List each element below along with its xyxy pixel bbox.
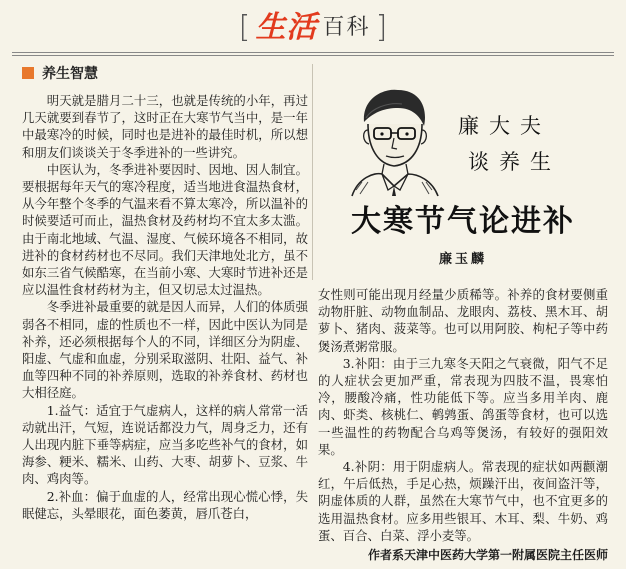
paragraph-blood-continued: 女性则可能出现月经量少质稀等。补养的食材要侧重动物肝脏、动物血制品、龙眼肉、荔枝、黑木耳、胡萝卜、猪肉、菠菜等。也可以用阿胶、枸杞子等中药煲汤煮粥常服。 bbox=[318, 287, 608, 354]
paragraph-qi: 1.益气：适宜于气虚病人，这样的病人常常一活动就出汗，气短，连说话都没力气，周身乏力，还有人出现内脏下垂等病症，应当多吃些补气的食材，如海参、粳米、糯米、山药、大枣、胡萝卜、豆浆、牛肉、鸡肉等。 bbox=[22, 402, 308, 487]
header-accent-text: 生活 bbox=[255, 10, 318, 45]
section-square-icon bbox=[22, 67, 34, 79]
header-bracket-left: [ bbox=[238, 10, 251, 45]
header-rule bbox=[12, 52, 614, 53]
author-credentials: 作者系天津中医药大学第一附属医院主任医师 bbox=[367, 548, 608, 562]
section-label bbox=[22, 63, 98, 83]
article-author: 廉玉麟 bbox=[438, 252, 487, 267]
portrait-sketch-icon bbox=[332, 78, 452, 198]
header-bracket-right: ] bbox=[375, 10, 388, 45]
column-title-line1: 廉大夫 bbox=[458, 114, 551, 138]
section-label-text: 养生智慧 bbox=[42, 66, 98, 82]
paragraph-individual: 冬季进补最重要的就是因人而异，人们的体质强弱各不相同，虚的性质也不一样，因此中医认为同是补养，还必须根据每个人的不同，详细区分为阴虚、阳虚、气虚和血虚，分别采取滋阴、壮阳、益气、补血等四种不同的补养原则，选取的补养食材、药材也大相径庭。 bbox=[22, 299, 308, 401]
feature-block bbox=[318, 68, 608, 284]
paragraph-principles: 中医认为，冬季进补要因时、因地、因人制宜。要根据每年天气的寒冷程度，适当地进食温热食材，从今年整个冬季的气温来看不算太寒冷，所以温补的时候要适可而止，温热食材及药材均不宜太多太滥。由于南北地域、气温、湿度、气候环境各不相同，故进补的食材药材也不尽同。我们天津地处北方，虽不如东三省气候酷寒，在当前小寒、大寒时节进补还是应以温性食材药材为主，但又切忌太过温热。 bbox=[22, 161, 308, 298]
right-column bbox=[318, 286, 608, 562]
column-title-line2: 谈养生 bbox=[468, 150, 561, 174]
column-title bbox=[458, 108, 561, 180]
article-headline: 大寒节气论进补 bbox=[351, 204, 575, 239]
paragraph-yin: 4.补阴：用于阴虚病人。常表现的症状如两颧潮红，午后低热，手足心热，烦躁汗出，夜间盗汗等，阴虚体质的人群，虽然在大寒节气中，也不宜更多的选用温热食材。应多用些银耳、木耳、梨、牛奶、鸡蛋、百合、白菜、浮小麦等。 bbox=[318, 459, 608, 543]
left-column bbox=[22, 92, 308, 562]
paragraph-yang: 3.补阳：由于三九寒冬天阳之气衰微，阳气不足的人症状会更加严重，常表现为四肢不温，畏寒怕冷，腰酸冷痛，性功能低下等。应当多用羊肉、鹿肉、虾类、核桃仁、鹌鹑蛋、鸽蛋等食材，也可以选一些温性的药物配合乌鸡等煲汤，有较好的强阳效果。 bbox=[318, 355, 608, 457]
paragraph-intro: 明天就是腊月二十三，也就是传统的小年，再过几天就要到春节了，这时正在大寒节气当中，是一年中最寒冷的时候，同时也是进补的最佳时机，所以想和朋友们谈谈关于冬季进补的一些讲究。 bbox=[22, 93, 308, 160]
paragraph-blood: 2.补血：偏于血虚的人，经常出现心慌心悸，失眠健忘，头晕眼花，面色萎黄，唇爪苍白， bbox=[22, 488, 308, 521]
column-divider bbox=[312, 64, 313, 280]
column-header bbox=[0, 8, 626, 48]
header-main-text: 百科 bbox=[322, 15, 371, 40]
header-rule-secondary bbox=[12, 55, 614, 56]
